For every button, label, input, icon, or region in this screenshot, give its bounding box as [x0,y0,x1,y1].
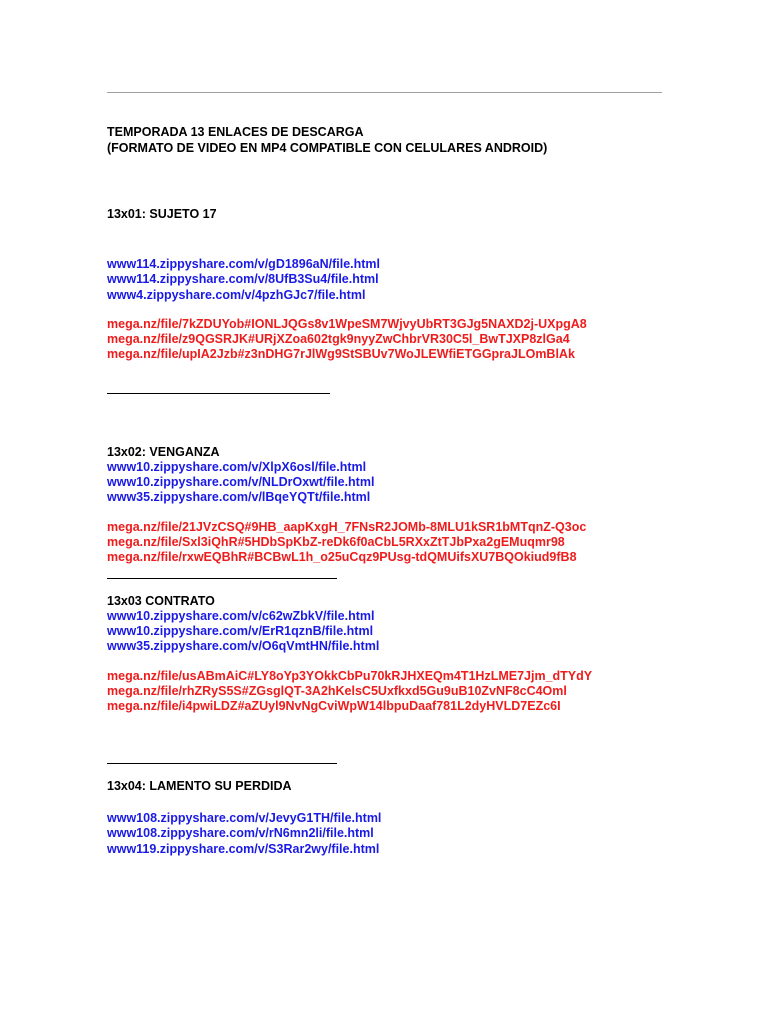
zippyshare-link[interactable]: www10.zippyshare.com/v/c62wZbkV/file.html [107,609,375,623]
document-subtitle: (FORMATO DE VIDEO EN MP4 COMPATIBLE CON CELULARES ANDROID) [107,141,548,155]
section-divider [107,393,330,394]
document-title: TEMPORADA 13 ENLACES DE DESCARGA [107,125,364,139]
mega-link[interactable]: mega.nz/file/z9QGSRJK#URjXZoa602tgk9nyyZwChbrVR30C5l_BwTJXP8zlGa4 [107,332,570,346]
episode-title: 13x03 CONTRATO [107,594,215,608]
mega-link[interactable]: mega.nz/file/usABmAiC#LY8oYp3YOkkCbPu70kRJHXEQm4T1HzLME7Jjm_dTYdY [107,669,593,683]
mega-link[interactable]: mega.nz/file/7kZDUYob#IONLJQGs8v1WpeSM7WjvyUbRT3GJg5NAXD2j-UXpgA8 [107,317,587,331]
mega-link[interactable]: mega.nz/file/21JVzCSQ#9HB_aapKxgH_7FNsR2JOMb-8MLU1kSR1bMTqnZ-Q3oc [107,520,587,534]
mega-link[interactable]: mega.nz/file/i4pwiLDZ#aZUyl9NvNgCviWpW14lbpuDaaf781L2dyHVLD7EZc6I [107,699,561,713]
mega-link[interactable]: mega.nz/file/Sxl3iQhR#5HDbSpKbZ-reDk6f0aCbL5RXxZtTJbPxa2gEMuqmr98 [107,535,565,549]
zippyshare-link[interactable]: www35.zippyshare.com/v/lBqeYQTt/file.html [107,490,371,504]
section-divider [107,578,337,579]
zippyshare-link[interactable]: www108.zippyshare.com/v/JevyG1TH/file.html [107,811,382,825]
zippyshare-link[interactable]: www35.zippyshare.com/v/O6qVmtHN/file.html [107,639,380,653]
zippyshare-link[interactable]: www114.zippyshare.com/v/gD1896aN/file.html [107,257,381,271]
zippyshare-link[interactable]: www10.zippyshare.com/v/XlpX6osl/file.html [107,460,367,474]
mega-link[interactable]: mega.nz/file/rxwEQBhR#BCBwL1h_o25uCqz9PUsg-tdQMUifsXU7BQOkiud9fB8 [107,550,577,564]
header-rule [107,92,662,93]
episode-title: 13x02: VENGANZA [107,445,220,459]
mega-link[interactable]: mega.nz/file/upIA2Jzb#z3nDHG7rJlWg9StSBUv7WoJLEWfiETGGpraJLOmBlAk [107,347,575,361]
mega-link[interactable]: mega.nz/file/rhZRyS5S#ZGsglQT-3A2hKelsC5Uxfkxd5Gu9uB10ZvNF8cC4Oml [107,684,567,698]
zippyshare-link[interactable]: www10.zippyshare.com/v/ErR1qznB/file.html [107,624,374,638]
section-divider [107,763,337,764]
zippyshare-link[interactable]: www108.zippyshare.com/v/rN6mn2li/file.html [107,826,374,840]
zippyshare-link[interactable]: www119.zippyshare.com/v/S3Rar2wy/file.html [107,842,380,856]
zippyshare-link[interactable]: www10.zippyshare.com/v/NLDrOxwt/file.html [107,475,375,489]
episode-title: 13x01: SUJETO 17 [107,207,217,221]
episode-title: 13x04: LAMENTO SU PERDIDA [107,779,292,793]
zippyshare-link[interactable]: www4.zippyshare.com/v/4pzhGJc7/file.html [107,288,366,302]
zippyshare-link[interactable]: www114.zippyshare.com/v/8UfB3Su4/file.html [107,272,379,286]
